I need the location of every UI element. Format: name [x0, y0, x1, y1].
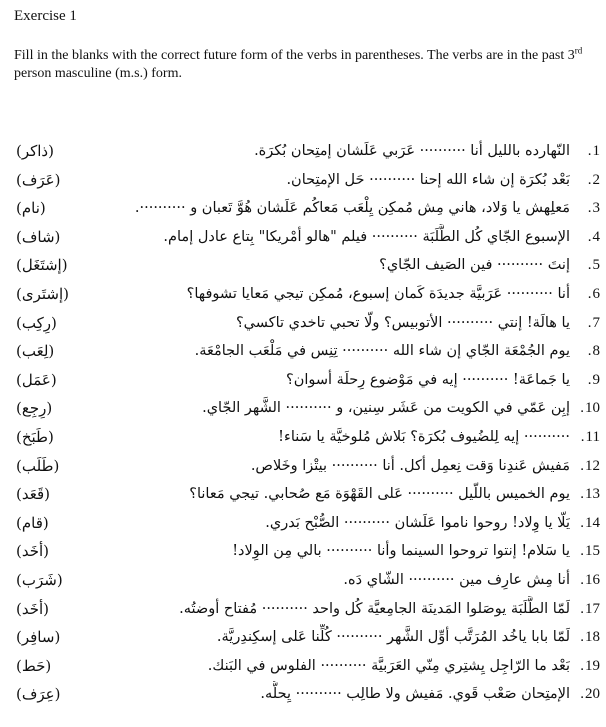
exercise-item — [0, 567, 606, 595]
item-number: . 1 — [570, 138, 600, 164]
verb-hint: (إشتَغَل) — [16, 256, 68, 275]
exercise-item — [0, 367, 606, 395]
item-number: . 6 — [570, 281, 600, 307]
item-number: . 10 — [570, 395, 600, 421]
item-number: . 13 — [570, 481, 600, 507]
exercise-item — [0, 510, 606, 538]
sentence: بَعْد بُكرَة إن شاء الله إحنا ·········· حَل الإمتِحان. — [286, 171, 570, 188]
sentence: يا جَماعَة! ·········· إيه في مَوْضوع رِحلَة أسوان؟ — [286, 371, 570, 388]
verb-hint: (رِجِع) — [16, 399, 53, 418]
exercise-item — [0, 481, 606, 509]
sentence: مَعلِهش يا وَلاد، هاني مِش مُمكِن يِلْعَب مَعاكُم عَلَشان هُوَّ تَعبان و ··········. — [134, 200, 570, 217]
item-number: . 19 — [570, 653, 600, 679]
item-number: . 8 — [570, 338, 600, 364]
exercise-item — [0, 424, 606, 452]
item-number: . 12 — [570, 453, 600, 479]
item-number: . 9 — [570, 367, 600, 393]
item-number: . 20 — [570, 681, 600, 707]
sentence: لَمّا الطَّلَبَة يوصَلوا المَدينَة الجامِعيَّة كُل واحد ·········· مُفتاح أوضتُه. — [179, 600, 570, 617]
verb-hint: (رِكِب) — [16, 313, 57, 332]
exercise-item — [0, 681, 606, 709]
exercise-item — [0, 167, 606, 195]
verb-hint: (لِعَب) — [16, 342, 55, 361]
verb-hint: (قام) — [16, 513, 49, 532]
sentence: أنا ·········· عَرَبيَّة جديدَة كَمان إسبوع، مُمكِن تيجي مَعايا تشوفها؟ — [186, 286, 570, 302]
sentence: يا هالَة! إنتي ·········· الأتوبيس؟ ولّا تحبي تاخدي تاكسي؟ — [235, 314, 570, 331]
sentence: يا سَلام! إنتوا تروحوا السينما وأنا ·········· بالي مِن الوِلاد! — [232, 543, 570, 560]
exercise-item — [0, 596, 606, 624]
sentence: ·········· إيه لِلضُيوف بُكرَة؟ بَلاش مُلوخيَّة يا سَناء! — [278, 429, 570, 445]
sentence: لَمّا بابا ياخُد المُرَتَّب أوِّل الشَّهر ·········· كُلِّنا عَلى إسكِندِريَّة. — [216, 629, 570, 646]
item-number: . 3 — [570, 195, 600, 221]
verb-hint: (شَرَب) — [16, 571, 63, 589]
sentence: مَفيش عَندِنا وَقت نِعمِل أكل. أنا ·········· بيتْزا وخَلاص. — [250, 457, 570, 474]
verb-hint: (شاف) — [16, 227, 61, 246]
instructions — [14, 47, 594, 83]
sentence: إبِن عَمّي في الكويت من عَشَر سِنين، و ·········· الشَّهر الجّاي. — [202, 400, 570, 417]
exercise-item — [0, 281, 606, 309]
item-number: . 16 — [570, 567, 600, 593]
item-number: . 2 — [570, 167, 600, 193]
instructions-text-end: person masculine (m.s.) form. — [14, 66, 182, 81]
exercise-item — [0, 195, 606, 223]
item-number: . 15 — [570, 538, 600, 564]
exercise-item — [0, 138, 606, 166]
exercise-title: Exercise 1 — [14, 8, 77, 24]
verb-hint: (طَلَب) — [16, 456, 60, 475]
exercise-item — [0, 538, 606, 566]
exercise-item — [0, 453, 606, 481]
exercise-item — [0, 653, 606, 681]
sentence: أنا مِش عارِف مين ·········· الشّاي دَه. — [343, 572, 570, 588]
item-number: . 11 — [570, 424, 600, 450]
item-number: . 7 — [570, 310, 600, 336]
exercise-item — [0, 395, 606, 423]
verb-hint: (أخَد) — [16, 599, 50, 618]
exercise-item — [0, 310, 606, 338]
exercise-item — [0, 224, 606, 252]
sentence: الإمتِحان صَعْب قَوي. مَفيش ولا طالِب ·········· يِحلُّه. — [260, 686, 570, 703]
instructions-text: Fill in the blanks with the correct future form of the verbs in parentheses. The verbs are in the past 3 — [14, 48, 575, 63]
verb-hint: (حَط) — [16, 656, 52, 675]
exercise-item — [0, 338, 606, 366]
verb-hint: (عِرَف) — [16, 685, 61, 704]
verb-hint: (إشتَرى) — [16, 285, 69, 303]
item-number: . 14 — [570, 510, 600, 536]
item-number: . 5 — [570, 252, 600, 278]
sentence: يَلّا يا وِلاد! روحوا ناموا عَلَشان ·········· الصُّبْح بَدري. — [265, 514, 570, 531]
verb-hint: (أخَد) — [16, 542, 50, 561]
sentence: يوم الخميس باللّيل ·········· عَلى القَهْوَة مَع صُحابي. تيجي مَعانا؟ — [189, 486, 570, 503]
exercise-item — [0, 624, 606, 652]
sentence: الإسبوع الجّاي كُل الطَّلَبَة ·········· فيلم "هالو أمْريكا" بِتاع عادل إمام. — [163, 228, 570, 245]
sentence: إنتَ ·········· فين الصَيف الجّاي؟ — [379, 257, 570, 274]
verb-hint: (نام) — [16, 199, 46, 218]
verb-hint: (ذاكر) — [16, 142, 54, 160]
sentence: بَعْد ما الرّاجِل يِشتِري مِنّي العَرَبيَّة ·········· الفلوس في البَنك. — [207, 657, 570, 674]
item-number: . 17 — [570, 596, 600, 622]
item-number: . 18 — [570, 624, 600, 650]
verb-hint: (عَرَف) — [16, 170, 61, 189]
sentence: النّهارده بالليل أنا ·········· عَرَبي عَلَشان إمتِحان بُكرَة. — [254, 143, 570, 159]
verb-hint: (عَمَل) — [16, 370, 57, 389]
instructions-superscript: rd — [574, 45, 583, 56]
verb-hint: (سافِر) — [16, 628, 61, 647]
sentence: يوم الجُمْعَة الجّاي إن شاء الله ·········· تِنِس في مَلْعَب الجامْعَة. — [194, 343, 570, 360]
item-number: . 4 — [570, 224, 600, 250]
verb-hint: (طَبَخ) — [16, 428, 54, 446]
verb-hint: (قَعَد) — [16, 485, 50, 504]
exercise-item — [0, 252, 606, 280]
